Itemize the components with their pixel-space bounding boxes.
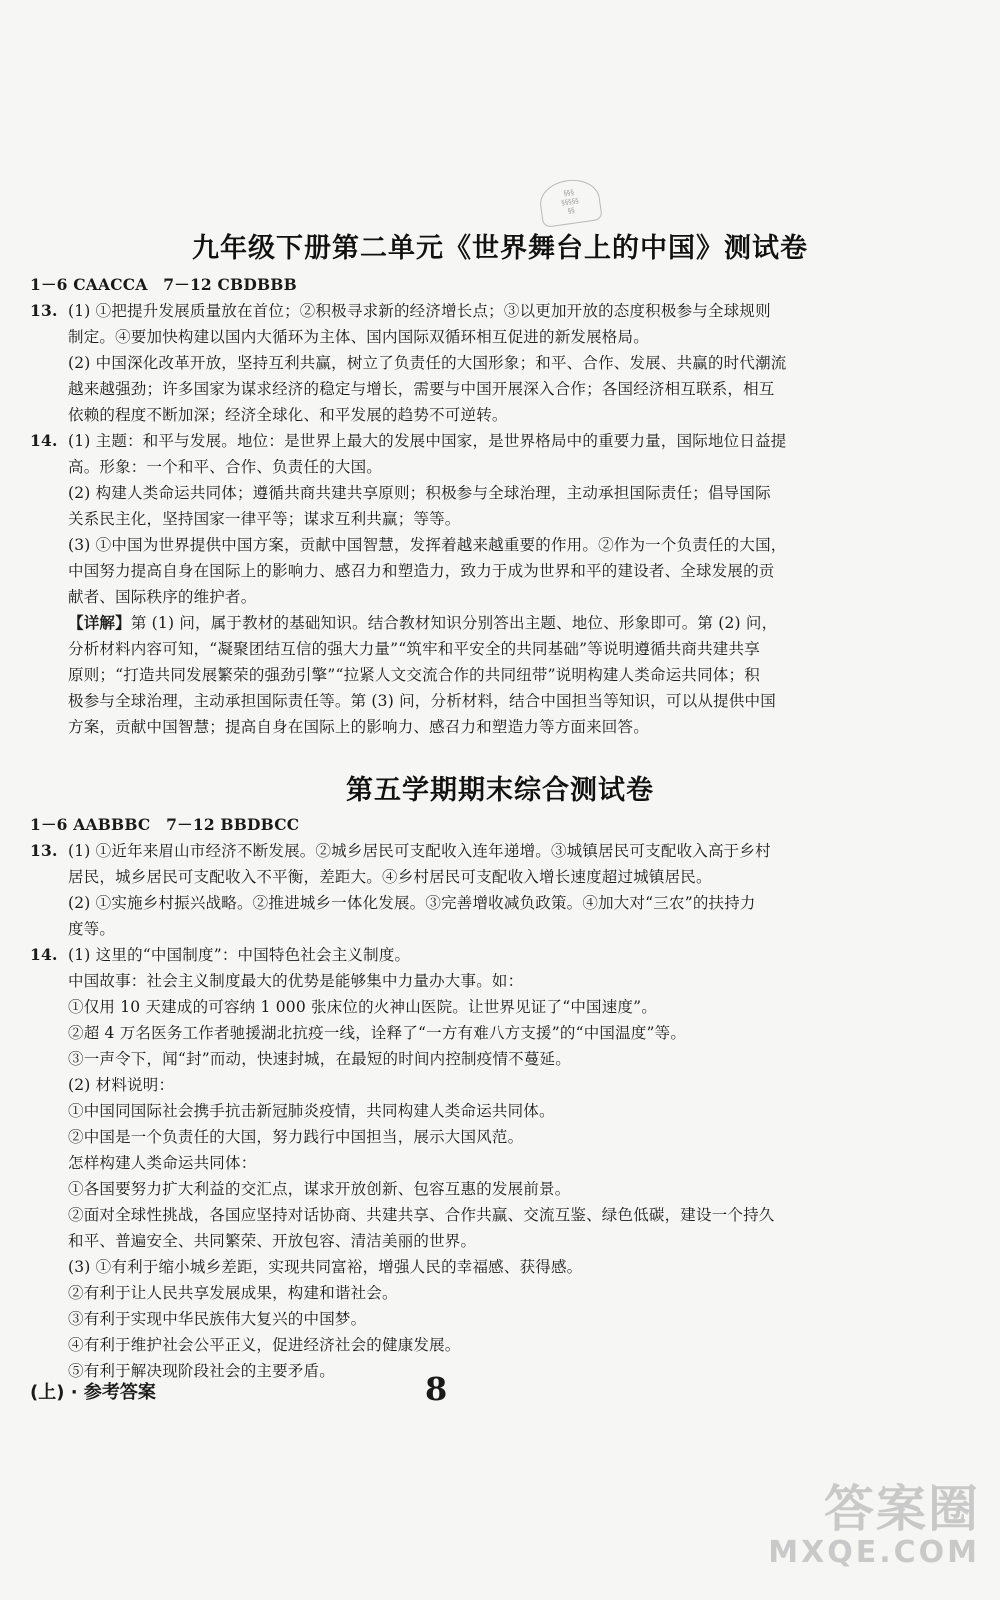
detail-line <box>30 714 980 740</box>
answer-line <box>30 532 980 558</box>
detail-text: 原则；“打造共同发展繁荣的强劲引擎”“拉紧人文交流合作的共同纽带”说明构建人类命运共同体；积 <box>68 666 760 684</box>
answer-line <box>30 376 980 402</box>
answer-text: (1) ①近年来眉山市经济不断发展。②城乡居民可支配收入连年递增。③城镇居民可支配收入高于乡村 <box>68 842 771 860</box>
answer-text: 高。形象：一个和平、合作、负责任的大国。 <box>68 458 383 476</box>
answer-line <box>30 1124 980 1150</box>
answer-text: ②面对全球性挑战，各国应坚持对话协商、共建共享、合作共赢、交流互鉴、绿色低碳，建设一个持久 <box>68 1206 775 1224</box>
section2-title: 第五学期期末综合测试卷 <box>346 775 654 806</box>
answer-text: ②中国是一个负责任的大国，努力践行中国担当，展示大国风范。 <box>68 1128 524 1146</box>
answer-text: ①各国要努力扩大利益的交汇点，谋求开放创新、包容互惠的发展前景。 <box>68 1180 571 1198</box>
answer-text: 中国努力提高自身在国际上的影响力、感召力和塑造力，致力于成为世界和平的建设者、全球发展的贡 <box>68 562 775 580</box>
answer-text: (2) 材料说明： <box>68 1076 175 1094</box>
answer-line <box>30 1072 980 1098</box>
answer-text: 越来越强劲；许多国家为谋求经济的稳定与增长，需要与中国开展深入合作；各国经济相互联系，相互 <box>68 380 775 398</box>
answer-text: (2) ①实施乡村振兴战略。②推进城乡一体化发展。③完善增收减负政策。④加大对“三农”的扶持力 <box>68 894 756 912</box>
answer-line <box>30 1332 980 1358</box>
answer-line <box>30 1176 980 1202</box>
watermark-en: MXQE.COM <box>768 1535 980 1570</box>
answer-text: 制定。④要加快构建以国内大循环为主体、国内国际双循环相互促进的新发展格局。 <box>68 328 649 346</box>
answer-text: ④有利于维护社会公平正义，促进经济社会的健康发展。 <box>68 1336 461 1354</box>
answer-text: 居民，城乡居民可支配收入不平衡，差距大。④乡村居民可支配收入增长速度超过城镇居民。 <box>68 868 712 886</box>
answer-line <box>30 480 980 506</box>
answer-line <box>30 584 980 610</box>
answer-line <box>30 506 980 532</box>
answer-text: 中国故事：社会主义制度最大的优势是能够集中力量办大事。如： <box>68 972 524 990</box>
site-watermark <box>768 1469 980 1570</box>
answer-line <box>30 1202 980 1228</box>
answer-text: ①仅用 10 天建成的可容纳 1 000 张床位的火神山医院。让世界见证了“中国速度”。 <box>68 998 657 1016</box>
answer-text: (3) ①有利于缩小城乡差距，实现共同富裕，增强人民的幸福感、获得感。 <box>68 1258 583 1276</box>
answer-line <box>30 994 980 1020</box>
answer-line <box>30 558 980 584</box>
answer-text: (3) ①中国为世界提供中国方案，贡献中国智慧，发挥着越来越重要的作用。②作为一个负责任的大国， <box>68 536 787 554</box>
question-number: 14. <box>30 431 58 450</box>
answer-line <box>30 298 980 324</box>
detail-text: 极参与全球治理，主动承担国际责任等。第 (3) 问，分析材料，结合中国担当等知识，可以从提供中国 <box>68 692 776 710</box>
answer-line <box>30 1046 980 1072</box>
answer-line <box>30 402 980 428</box>
answer-text: ⑤有利于解决现阶段社会的主要矛盾。 <box>68 1362 335 1380</box>
section1-content <box>30 272 980 740</box>
answer-line <box>30 838 980 864</box>
detail-tag: 【详解】 <box>68 613 131 632</box>
answer-text: (2) 构建人类命运共同体；遵循共商共建共享原则；积极参与全球治理，主动承担国际责任；倡导国际 <box>68 484 771 502</box>
library-stamp: §§§ §§§§§ §§ <box>537 176 603 228</box>
answer-line <box>30 864 980 890</box>
answer-line <box>30 1254 980 1280</box>
multiple-choice-answers: 1－6 CAACCA 7－12 CBDBBB <box>30 275 297 294</box>
answer-line <box>30 1098 980 1124</box>
answer-text: 献者、国际秩序的维护者。 <box>68 588 257 606</box>
question-number: 14. <box>30 945 58 964</box>
answer-text: ②超 4 万名医务工作者驰援湖北抗疫一线，诠释了“一方有难八方支援”的“中国温度”等。 <box>68 1024 687 1042</box>
answer-line <box>30 1228 980 1254</box>
section1-title: 九年级下册第二单元《世界舞台上的中国》测试卷 <box>192 233 808 264</box>
question-number: 13. <box>30 841 58 860</box>
answer-text: (1) 这里的“中国制度”：中国特色社会主义制度。 <box>68 946 411 964</box>
answer-line <box>30 890 980 916</box>
detail-line <box>30 610 980 636</box>
answer-text: ③有利于实现中华民族伟大复兴的中国梦。 <box>68 1310 367 1328</box>
page-number: 8 <box>425 1370 448 1408</box>
answer-line <box>30 454 980 480</box>
multiple-choice-answers: 1－6 AABBBC 7－12 BBDBCC <box>30 815 300 834</box>
detail-text: 方案，贡献中国智慧；提高自身在国际上的影响力、感召力和塑造力等方面来回答。 <box>68 718 649 736</box>
answer-text: ①中国同国际社会携手抗击新冠肺炎疫情，共同构建人类命运共同体。 <box>68 1102 555 1120</box>
detail-text: 第 (1) 问，属于教材的基础知识。结合教材知识分别答出主题、地位、形象即可。第 (2) 问， <box>130 614 778 632</box>
answer-text: 依赖的程度不断加深；经济全球化、和平发展的趋势不可逆转。 <box>68 406 508 424</box>
answer-text: ②有利于让人民共享发展成果，构建和谐社会。 <box>68 1284 398 1302</box>
answer-text: (1) ①把提升发展质量放在首位；②积极寻求新的经济增长点；③以更加开放的态度积极参与全球规则 <box>68 302 771 320</box>
detail-line <box>30 636 980 662</box>
answer-line <box>30 1020 980 1046</box>
answer-text: 关系民主化，坚持国家一律平等；谋求互利共赢；等等。 <box>68 510 461 528</box>
question-number: 13. <box>30 301 58 320</box>
answer-line <box>30 350 980 376</box>
answer-line <box>30 428 980 454</box>
answer-line <box>30 942 980 968</box>
answer-line <box>30 968 980 994</box>
answer-line <box>30 1306 980 1332</box>
answer-text: (2) 中国深化改革开放，坚持互利共赢，树立了负责任的大国形象；和平、合作、发展、共赢的时代潮流 <box>68 354 787 372</box>
detail-line <box>30 662 980 688</box>
answer-text: 怎样构建人类命运共同体： <box>68 1154 257 1172</box>
answer-line <box>30 1280 980 1306</box>
answer-text: 和平、普遍安全、共同繁荣、开放包容、清洁美丽的世界。 <box>68 1232 477 1250</box>
answer-line <box>30 1150 980 1176</box>
detail-text: 分析材料内容可知，“凝聚团结互信的强大力量”“筑牢和平安全的共同基础”等说明遵循共商共建共享 <box>68 640 760 658</box>
answer-text: 度等。 <box>68 920 116 938</box>
detail-line <box>30 688 980 714</box>
watermark-cn: 答案圈 <box>824 1480 980 1538</box>
footer-book-label: (上) · 参考答案 <box>30 1382 156 1403</box>
answer-line <box>30 916 980 942</box>
answer-line <box>30 324 980 350</box>
section2-content <box>30 812 980 1384</box>
answer-text: ③一声令下，闻“封”而动，快速封城，在最短的时间内控制疫情不蔓延。 <box>68 1050 571 1068</box>
answer-text: (1) 主题：和平与发展。地位：是世界上最大的发展中国家，是世界格局中的重要力量，国际地位日益提 <box>68 432 787 450</box>
